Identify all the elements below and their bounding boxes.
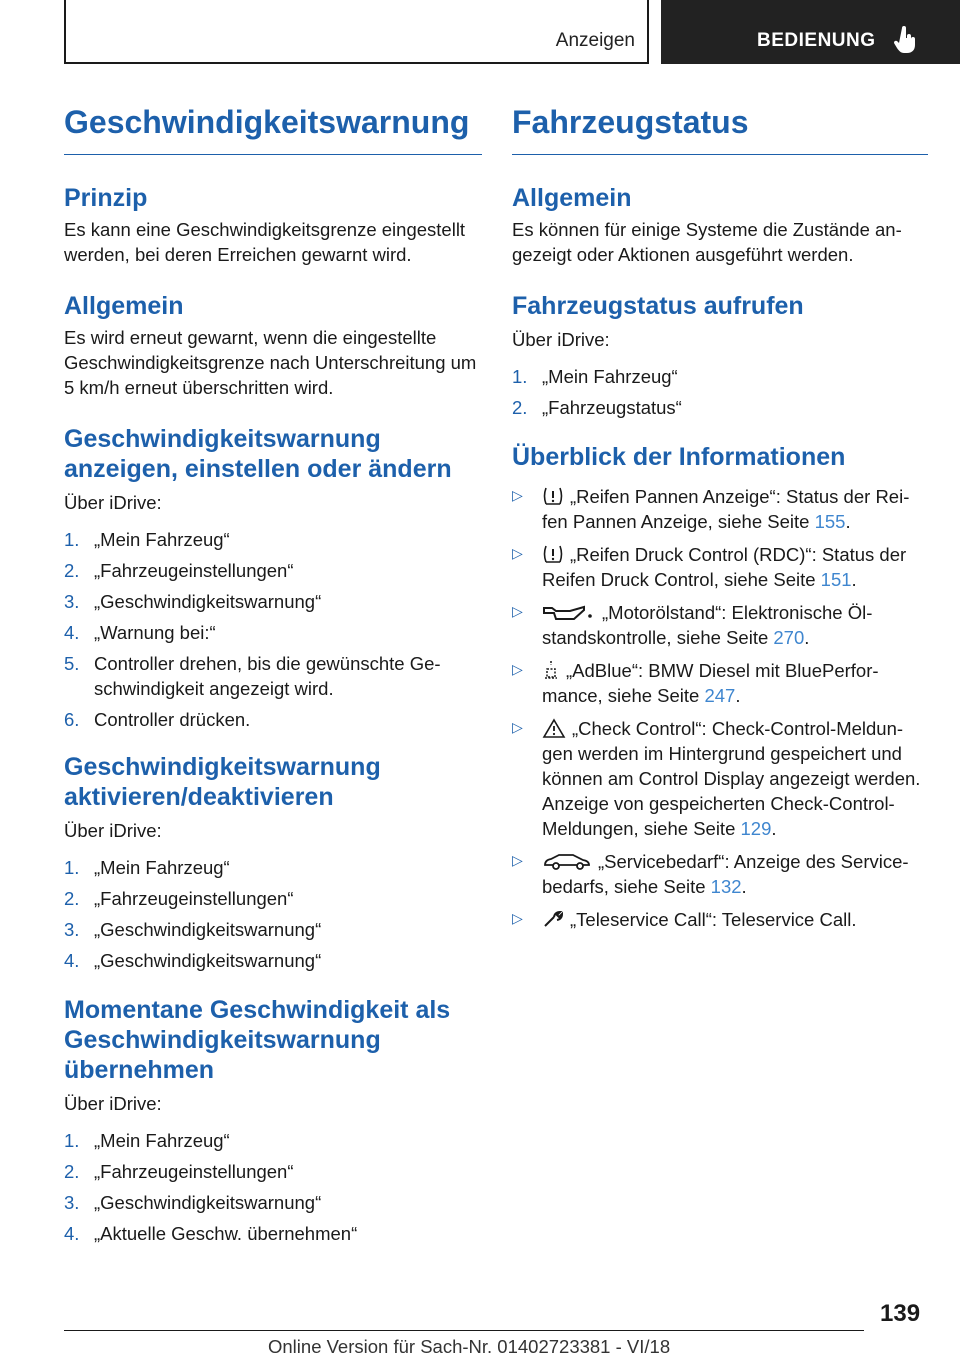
right-column [512,100,928,940]
list-item: 2. „Fahrzeugeinstellungen“ [64,560,294,581]
list-item: 4. „Aktuelle Geschw. übernehmen“ [64,1223,358,1244]
fahrzeugstatus-title: Fahrzeugstatus [512,100,928,155]
left-column [64,100,482,1252]
tire-pressure-icon [542,544,564,564]
pointing-hand-icon [893,26,919,54]
page-link[interactable]: 155 [814,511,846,532]
aufrufen-heading: Fahrzeugstatus aufrufen [512,292,804,320]
header-section-tab [64,0,649,64]
header-chapter-label: BEDIENUNG [757,30,876,51]
bullet-marker: ▷ [512,719,523,735]
list-item: 4. „Geschwindigkeitswarnung“ [64,950,322,971]
aufrufen-intro: Über iDrive: [512,329,610,350]
allgemein-text: Es wird erneut gewarnt, wenn die eingestellte Geschwindigkeitsgrenze nach Unterschreitung um 5 km/h erneut überschritten wird. [64,327,477,398]
list-item: ▷ „Teleservice Call“: Teleservice Call. [512,909,857,930]
allgemein-text-right: Es können für einige Systeme die Zustände angezeigt oder Aktionen ausgeführt werden. [512,219,902,265]
aktivieren-heading: Geschwindigkeitswarnung aktivieren/deaktivieren [64,753,381,811]
oil-can-icon [542,602,596,622]
page-link[interactable]: 270 [773,627,805,648]
momentane-heading: Momentane Geschwindigkeit als Geschwindigkeitswarnung übernehmen [64,996,451,1084]
aktivieren-steps [64,855,482,973]
page-link[interactable]: 151 [820,569,852,590]
tire-warning-icon [542,486,564,506]
list-item: 1. „Mein Fahrzeug“ [512,366,678,387]
list-item: 2. „Fahrzeugeinstellungen“ [64,1161,294,1182]
list-item: 2. „Fahrzeugstatus“ [512,397,682,418]
page-link[interactable]: 132 [710,876,742,897]
list-item: 4. „Warnung bei:“ [64,622,216,643]
anzeigen-intro: Über iDrive: [64,492,162,513]
list-item: ▷ „Reifen Pannen Anzeige“: Status der Reifen Pannen Anzeige, siehe Seite 155. [512,486,910,532]
momentane-intro: Über iDrive: [64,1093,162,1114]
list-item: ▷ „AdBlue“: BMW Diesel mit BluePerformance, siehe Seite 247. [512,660,879,706]
geschwindigkeitswarnung-title: Geschwindigkeitswarnung [64,100,482,155]
warning-triangle-icon [542,718,566,738]
aktivieren-intro: Über iDrive: [64,820,162,841]
service-car-icon [542,851,592,871]
list-item: 1. „Mein Fahrzeug“ [64,529,230,550]
list-item: ▷ „Reifen Druck Control (RDC)“: Status der Reifen Druck Control, siehe Seite 151. [512,544,907,590]
ueberblick-heading: Überblick der Informationen [512,443,846,471]
list-item: 1. „Mein Fahrzeug“ [64,857,230,878]
page-link[interactable]: 129 [740,818,772,839]
list-item: 3. „Geschwindigkeitswarnung“ [64,919,322,940]
header-section-label: Anzeigen [555,30,635,51]
anzeigen-heading: Geschwindigkeitswarnung anzeigen, einstellen oder ändern [64,425,452,483]
allgemein-heading: Allgemein [64,292,184,320]
list-item: 3. „Geschwindigkeitswarnung“ [64,1192,322,1213]
anzeigen-steps [64,527,482,732]
prinzip-heading: Prinzip [64,184,148,212]
list-item: 3. „Geschwindigkeitswarnung“ [64,591,322,612]
bullet-marker: ▷ [512,910,523,926]
page-link[interactable]: 247 [704,685,736,706]
wrench-icon [542,909,564,929]
allgemein-heading-right: Allgemein [512,184,632,212]
page-number: 139 [880,1300,921,1327]
list-item: 5. Controller drehen, bis die gewünschte Geschwindigkeit angezeigt wird. [64,653,441,699]
bullet-marker: ▷ [512,603,523,619]
ueberblick-list [512,484,928,932]
list-item: 6. Controller drücken. [64,709,251,730]
footer-version-text: Online Version für Sach-Nr. 01402723381 - VI/18 [268,1336,671,1357]
bullet-marker: ▷ [512,661,523,677]
aufrufen-steps [512,364,928,420]
momentane-steps [64,1128,482,1246]
adblue-icon [542,660,560,680]
list-item: 2. „Fahrzeugeinstellungen“ [64,888,294,909]
list-item: 1. „Mein Fahrzeug“ [64,1130,230,1151]
bullet-marker: ▷ [512,545,523,561]
list-item: ▷ „Check Control“: Check-Control-Meldungen werden im Hintergrund gespeichert und können am Control Display angezeigt werden. Anzeige von gespeicherten Check-Control-Meldungen, siehe Seite 129. [512,718,921,839]
footer-divider [64,1330,864,1331]
bullet-marker: ▷ [512,487,523,503]
prinzip-text: Es kann eine Geschwindigkeitsgrenze eingestellt werden, bei deren Erreichen gewarnt wird. [64,219,466,265]
bullet-marker: ▷ [512,852,523,868]
list-item: ▷ „Motorölstand“: Elektronische Ölstandskontrolle, siehe Seite 270. [512,602,873,648]
list-item: ▷ „Servicebedarf“: Anzeige des Servicebedarfs, siehe Seite 132. [512,851,909,897]
